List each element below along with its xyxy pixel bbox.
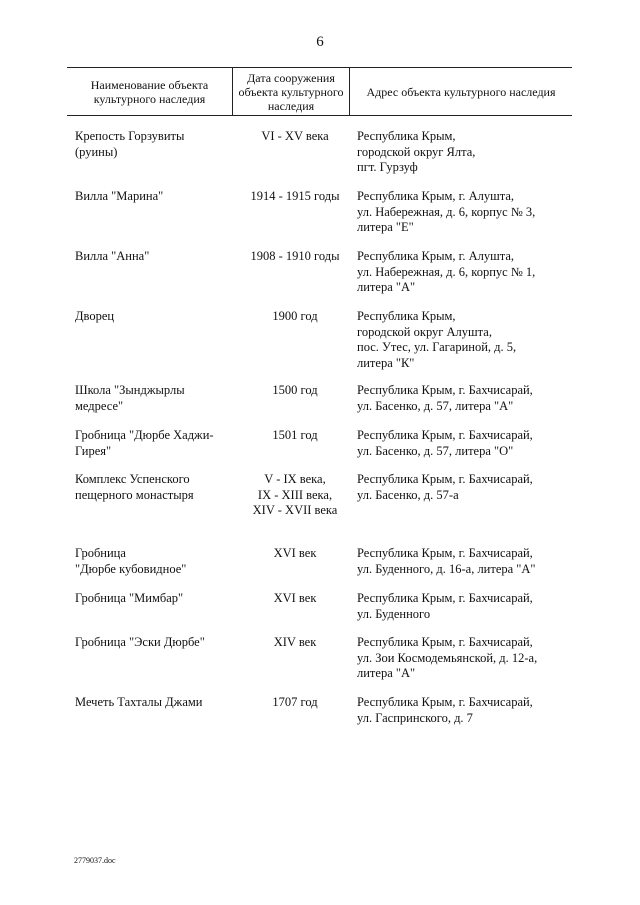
- object-address: Республика Крым, г. Алушта, ул. Набережная, д. 6, корпус № 3, литера "Е": [357, 189, 536, 234]
- object-name: Мечеть Тахталы Джами: [75, 695, 203, 709]
- object-name: Гробница "Дюрбе Хаджи- Гирея": [75, 428, 214, 458]
- object-name: Школа "Зынджырлы медресе": [75, 383, 185, 413]
- object-address: Республика Крым, г. Бахчисарай, ул. Басенко, д. 57-а: [357, 472, 533, 502]
- construction-date: 1914 - 1915 годы: [250, 189, 340, 203]
- construction-date: VI - XV века: [261, 129, 329, 143]
- object-address: Республика Крым, г. Бахчисарай, ул. Басенко, д. 57, литера "О": [357, 428, 533, 458]
- construction-date: XIV век: [273, 635, 317, 649]
- header-object-name: Наименование объекта культурного наследия: [90, 77, 209, 106]
- construction-date: 1900 год: [272, 309, 318, 323]
- construction-date: XVI век: [273, 546, 317, 560]
- object-name: Дворец: [75, 309, 115, 323]
- object-address: Республика Крым, г. Алушта, ул. Набережная, д. 6, корпус № 1, литера "А": [357, 249, 536, 294]
- object-name: Крепость Горзувиты (руины): [75, 129, 185, 159]
- construction-date: 1707 год: [272, 695, 318, 709]
- document-footer: 2779037.doc: [74, 856, 116, 865]
- object-address: Республика Крым, г. Бахчисарай, ул. Буденного, д. 16-а, литера "А": [357, 546, 536, 576]
- object-address: Республика Крым, г. Бахчисарай, ул. Басенко, д. 57, литера "А": [357, 383, 533, 413]
- object-name: Гробница "Эски Дюрбе": [75, 635, 205, 649]
- header-object-address: Адрес объекта культурного наследия: [366, 84, 556, 99]
- construction-date: 1908 - 1910 годы: [250, 249, 340, 263]
- construction-date: V - IX века, IX - XIII века, XIV - XVII века: [252, 472, 338, 517]
- object-name: Вилла "Марина": [75, 189, 164, 203]
- object-address: Республика Крым, г. Бахчисарай, ул. Зои Космодемьянской, д. 12-а, литера "А": [357, 635, 538, 680]
- object-address: Республика Крым, г. Бахчисарай, ул. Гаспринского, д. 7: [357, 695, 533, 725]
- header-construction-date: Дата сооружения объекта культурного наследия: [232, 68, 350, 115]
- construction-date: 1501 год: [272, 428, 318, 442]
- object-name: Вилла "Анна": [75, 249, 150, 263]
- construction-date: 1500 год: [272, 383, 318, 397]
- construction-date: XVI век: [273, 591, 317, 605]
- object-name: Гробница "Мимбар": [75, 591, 184, 605]
- page-number: 6: [316, 34, 324, 50]
- object-address: Республика Крым, г. Бахчисарай, ул. Буденного: [357, 591, 533, 621]
- object-name: Комплекс Успенского пещерного монастыря: [75, 472, 194, 502]
- object-address: Республика Крым, городской округ Ялта, пгт. Гурзуф: [357, 129, 476, 174]
- object-name: Гробница "Дюрбе кубовидное": [75, 546, 187, 576]
- object-address: Республика Крым, городской округ Алушта, пос. Утес, ул. Гагариной, д. 5, литера "К": [357, 309, 517, 370]
